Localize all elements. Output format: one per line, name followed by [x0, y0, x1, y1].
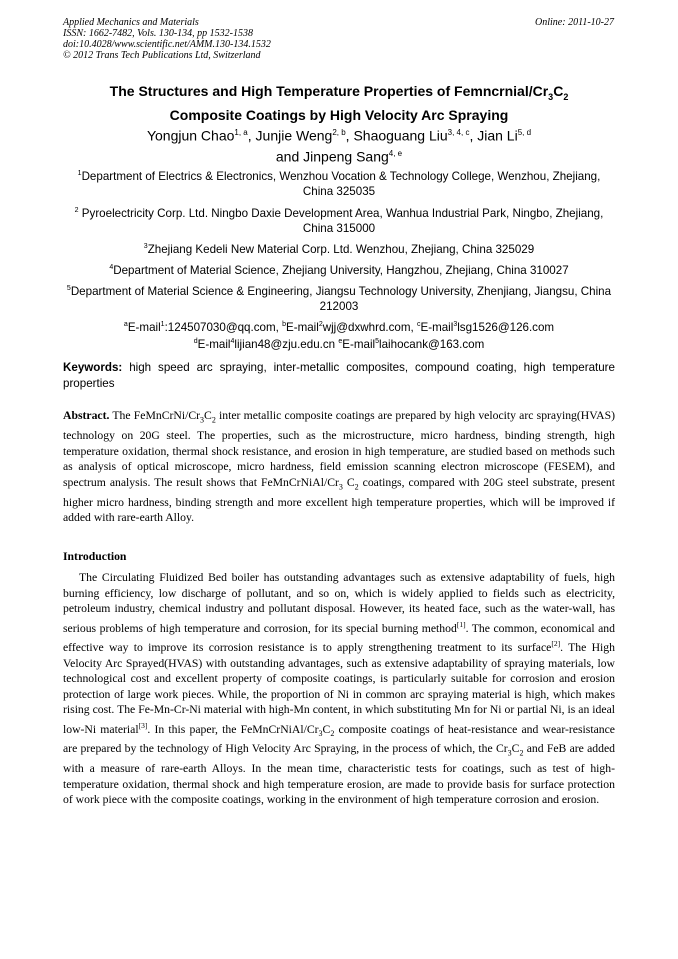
abstract-sub: 2: [354, 482, 359, 492]
keywords-label: Keywords:: [63, 361, 123, 374]
affiliation-number: 1: [77, 170, 82, 177]
email-address: lijian48@zju.edu.cn: [234, 337, 339, 351]
email-letter: d: [193, 337, 198, 345]
email-label: E-mail: [197, 337, 231, 351]
abstract-sub: 3: [338, 482, 343, 492]
citation-ref: [3]: [138, 720, 148, 730]
email-label: E-mail: [420, 320, 454, 334]
affiliation-text: Department of Material Science & Engineering, Jiangsu Technology University, Zhenjiang, Jiangsu, China 212003: [70, 284, 612, 314]
affiliation: [63, 260, 615, 278]
paragraph-sub: 2: [519, 748, 524, 758]
abstract-text: coatings, compared with 20G steel substrate, present higher micro hardness, binding strength and more excellent high temperature properties, which will be improved if added with rare-earth Alloy.: [63, 475, 616, 525]
section-heading: Introduction: [63, 550, 127, 563]
affiliation-number: 3: [143, 243, 148, 250]
email-label: E-mail: [127, 320, 161, 334]
paragraph-text: C: [322, 722, 331, 736]
affiliation-number: 4: [109, 264, 114, 271]
paragraph-text: composite coatings of heat-resistance and wear-resistance are prepared by the technology of High Velocity Arc Spraying, in the process of which, the Cr: [63, 722, 615, 756]
author-affil-sup: 4, e: [388, 148, 403, 158]
paragraph-text: and FeB are added with a measure of rare-earth Alloys. In the mean time, characteristic tests for coatings, such as test of high-temperature oxidation, thermal shock and high temperature erosion, are made to provide basis for surface protection of work piece with the composite coatings, working in the environment of high temperature corrosion and erosion.: [63, 742, 616, 807]
affiliation: [63, 166, 615, 200]
journal-header: [63, 17, 271, 61]
paragraph-sub: 2: [330, 728, 335, 738]
copyright-line: © 2012 Trans Tech Publications Ltd, Switzerland: [63, 50, 261, 61]
paragraph-text: C: [511, 742, 520, 756]
citation-ref: [1]: [456, 619, 466, 629]
email-address: wjj@dxwhrd.com,: [322, 320, 417, 334]
affiliation: [63, 239, 615, 257]
email-letter: a: [123, 321, 128, 328]
journal-name: Applied Mechanics and Materials: [63, 17, 199, 28]
paragraph-text: . In this paper, the FeMnCrNiAl/Cr: [147, 722, 319, 736]
email-block: [63, 318, 615, 352]
title-sub: 3: [548, 91, 554, 102]
email-label: E-mail: [285, 320, 319, 334]
affiliation-number: 5: [66, 285, 71, 292]
abstract: [63, 408, 615, 526]
online-date: Online: 2011-10-27: [535, 17, 614, 28]
email-number: 1: [160, 321, 165, 328]
title-part: Composite Coatings by High Velocity Arc Spraying: [169, 106, 509, 123]
introduction-paragraph: [63, 570, 615, 808]
author-name: , Junjie Weng: [247, 127, 333, 144]
paragraph-text: The Circulating Fluidized Bed boiler has outstanding advantages such as extensive adaptability of fuels, high burning efficiency, low discharge of pollutant, and so on, which is widely applied to fields such as electricity, petroleum industry, chemical industry and pollutant disposal. However, its heated face, such as the water-wall, has serious problems of high temperature and corrosion, for its special burning method: [63, 571, 615, 635]
email-letter: c: [416, 321, 421, 328]
keywords-text: high speed arc spraying, inter-metallic composites, compound coating, high temperature properties: [63, 361, 615, 390]
affiliation: [63, 281, 615, 315]
abstract-text: C: [342, 475, 355, 489]
paragraph-text: . The High Velocity Arc Sprayed(HVAS) with outstanding advantages, such as extensive adaptability of spraying materials, low technological cost and excellent property of composite coatings, is particularly suitable for corrosion and erosion protection of large work pieces. While, the proportion of Ni in common arc spraying material is high, which makes rising cost. The Fe-Mn-Cr-Ni material with high-Mn content, in which substituting Mn for Ni or partial Ni, is an ideal low-Ni material: [63, 640, 615, 736]
affiliation: [63, 203, 615, 237]
paragraph-sub: 3: [507, 748, 512, 758]
author-affil-sup: 3, 4, c: [447, 128, 470, 137]
email-number: 5: [375, 337, 380, 345]
keywords: [63, 360, 615, 391]
affiliation-text: Pyroelectricity Corp. Ltd. Ningbo Daxie Development Area, Wanhua Industrial Park, Ningbo, Zhejiang, China 315000: [78, 206, 604, 236]
title-sub: 2: [563, 91, 569, 102]
author-name: and Jinpeng Sang: [275, 148, 389, 165]
abstract-text: inter metallic composite coatings are prepared by high velocity arc spraying(HVAS) technology on 20G steel. The properties, such as the microstructure, micro hardness, binding strength, high temperature oxidation, thermal shock resistance, and erosion in high temperature, are studied based on methods such as analysis of optical microscope, micro hardness, field emission scanning electron microscope (FESEM), and spectrum analysis. The result shows that FeMnCrNiAl/Cr: [63, 409, 615, 489]
abstract-text: C: [204, 409, 212, 422]
paragraph-text: . The common, economical and effective way to improve its corrosion resistance is to apply strengthening treatment to its surface: [63, 621, 615, 654]
email-number: 3: [453, 321, 458, 328]
email-address: :124507030@qq.com,: [164, 320, 283, 334]
email-letter: b: [282, 321, 286, 328]
title-part: C: [553, 83, 564, 99]
author-affil-sup: 5, d: [517, 128, 532, 137]
title-part: The Structures and High Temperature Properties of Femncrnial/Cr: [109, 83, 549, 99]
affiliation-text: Department of Electrics & Electronics, Wenzhou Vocation & Technology College, Wenzhou, Zhejiang, China 325035: [81, 169, 601, 199]
author-affil-sup: 1, a: [234, 128, 248, 137]
issn-line: ISSN: 1662-7482, Vols. 130-134, pp 1532-1538: [63, 28, 253, 39]
author-list: [63, 124, 615, 165]
abstract-sub: 3: [200, 415, 205, 425]
affiliation-text: Zhejiang Kedeli New Material Corp. Ltd. Wenzhou, Zhejiang, China 325029: [147, 242, 535, 256]
citation-ref: [2]: [551, 639, 561, 649]
affiliation-text: Department of Material Science, Zhejiang University, Hangzhou, Zhejiang, China 310027: [113, 263, 569, 277]
doi-line: doi:10.4028/www.scientific.net/AMM.130-134.1532: [63, 39, 271, 50]
author-name: Yongjun Chao: [146, 127, 235, 144]
author-affil-sup: 2, b: [332, 128, 346, 137]
author-name: , Jian Li: [469, 127, 518, 144]
author-name: , Shaoguang Liu: [345, 127, 448, 144]
paper-title: [63, 82, 615, 124]
email-letter: e: [338, 337, 343, 345]
email-label: E-mail: [342, 337, 376, 351]
paragraph-sub: 3: [318, 728, 323, 738]
abstract-text: The FeMnCrNi/Cr: [109, 409, 201, 422]
email-address: lsg1526@126.com: [457, 320, 555, 334]
email-number: 4: [230, 337, 235, 345]
abstract-label: Abstract.: [63, 409, 110, 422]
affiliation-number: 2: [74, 207, 79, 214]
email-number: 2: [318, 321, 323, 328]
abstract-sub: 2: [211, 415, 216, 425]
email-address: laihocank@163.com: [379, 337, 485, 351]
